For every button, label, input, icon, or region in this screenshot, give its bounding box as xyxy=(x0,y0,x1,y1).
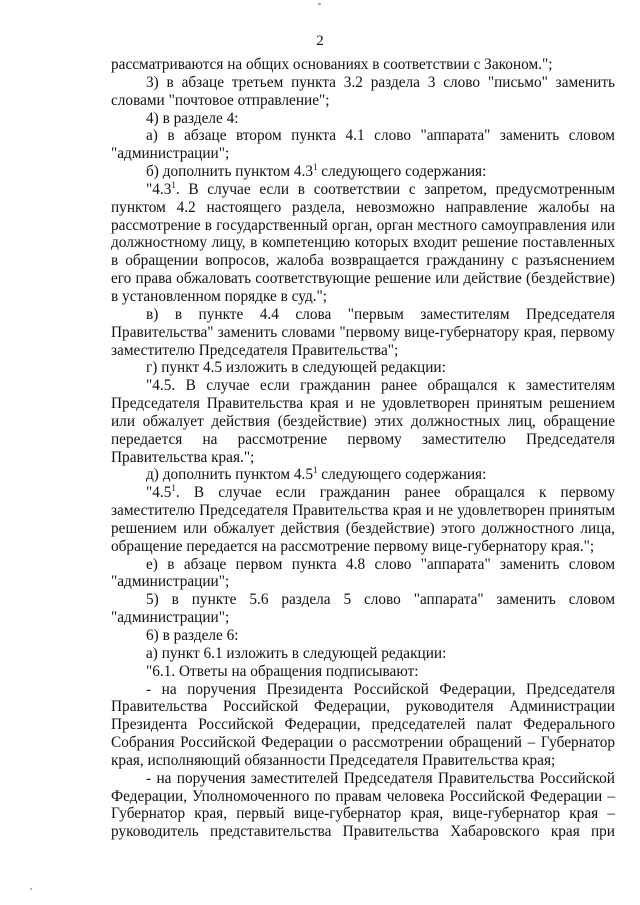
paragraph: 5) в пункте 5.6 раздела 5 слово "аппарата" заменить словом "администрации"; xyxy=(111,591,615,627)
page-number: 2 xyxy=(316,33,324,49)
scan-speck xyxy=(318,3,321,5)
paragraph: г) пункт 4.5 изложить в следующей редакции: xyxy=(146,359,446,377)
scan-speck xyxy=(30,888,32,890)
superscript: 1 xyxy=(171,483,176,494)
paragraph: "$4.3^1$. В случае если в соответствии с запретом, предусмотренным пунктом 4.2 настоящего раздела, невозможно направление жалобы на рассмотрение в государственный орган, орган местного самоуправления или должностному лицу, в компетенцию которых входит решение поставленных в обращении вопросов, жалоба возвращается гражданину с разъяснением его права обжаловать соответствующие решение или действие (бездействие) в установленном порядке в суд."; xyxy=(111,179,615,305)
document-body xyxy=(111,56,615,841)
paragraph: "4.5. В случае если гражданин ранее обращался к заместителям Председателя Правительства края и не удовлетворен принятым решением или обжалует действия (бездействие) этих должностных лиц, обращение передается на рассмотрение первому заместителю Председателя Правительства края."; xyxy=(111,377,615,466)
superscript: 1 xyxy=(312,465,318,476)
paragraph: - на поручения заместителей Председателя Правительства Российской Федерации, Уполномоченного по правам человека Российской Федерации – Губернатор края, первый вице-губернатор края, вице-губернатор края – руководитель представительства Правительства Хабаровского края при xyxy=(111,769,615,841)
paragraph: "$4.5^1$. В случае если гражданин ранее обращался к первому заместителю Председателя Правительства края и не удовлетворен принятым решением или обжалует действия (бездействие) этого должностного лица, обращение передается на рассмотрение первому вице-губернатору края."; xyxy=(111,483,615,555)
paragraph: в) в пункте 4.4 слова "первым заместителям Председателя Правительства" заменить словами "первому вице-губернатору края, первому заместителю Председателя Правительства"; xyxy=(111,305,615,359)
paragraph: "6.1. Ответы на обращения подписывают: xyxy=(146,662,419,680)
superscript: 1 xyxy=(312,161,318,172)
paragraph: д) дополнить пунктом $4.5^1$ следующего содержания: xyxy=(146,465,487,484)
paragraph: - на поручения Президента Российской Федерации, Председателя Правительства Российской Федерации, руководителя Администрации Президента Российской Федерации, председателей палат Федерального Собрания Российской Федерации о рассмотрении обращений – Губернатор края, исполняющий обязанности Председателя Правительства края; xyxy=(111,680,615,769)
paragraph: 3) в абзаце третьем пункта 3.2 раздела 3 слово "письмо" заменить словами "почтовое отправление"; xyxy=(111,73,615,109)
paragraph: е) в абзаце первом пункта 4.8 слово "аппарата" заменить словом "администрации"; xyxy=(111,555,615,591)
paragraph: б) дополнить пунктом $4.3^1$ следующего содержания: xyxy=(146,161,487,181)
superscript: 1 xyxy=(171,179,176,190)
paragraph: 6) в разделе 6: xyxy=(146,627,239,644)
paragraph: а) в абзаце втором пункта 4.1 слово "аппарата" заменить словом "администрации"; xyxy=(111,127,615,163)
paragraph: 4) в разделе 4: xyxy=(146,109,239,127)
paragraph: а) пункт 6.1 изложить в следующей редакции: xyxy=(146,644,447,662)
paragraph: рассматриваются на общих основаниях в соответствии с Законом."; xyxy=(111,56,553,73)
